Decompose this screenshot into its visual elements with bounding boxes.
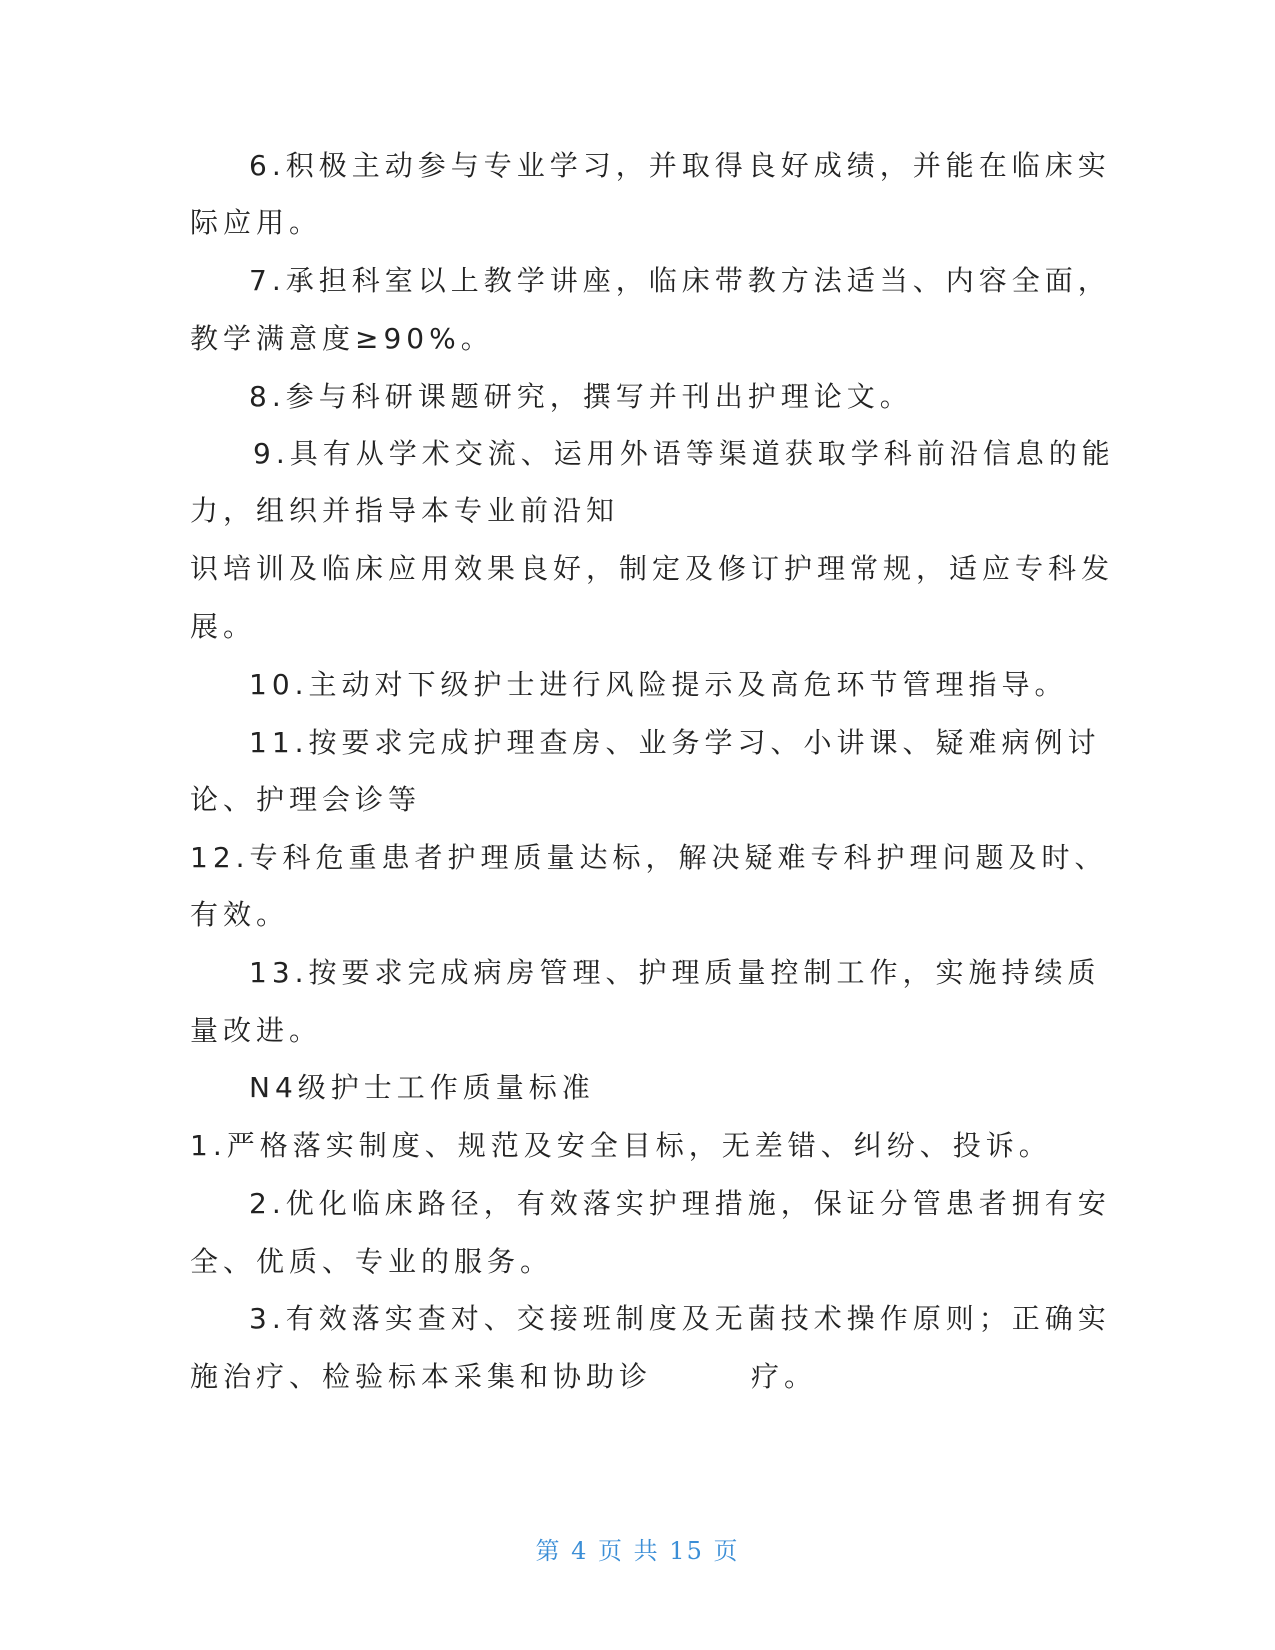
n4-item-1-line-1: 1.严格落实制度、规范及安全目标，无差错、纠纷、投诉。 <box>190 1129 1052 1162</box>
paragraph-6-line-2: 际应用。 <box>190 206 323 239</box>
paragraph-13-line-2: 量改进。 <box>190 1014 323 1047</box>
paragraph-11-line-2: 论、护理会诊等 <box>190 783 422 816</box>
paragraph-9-line-3: 识培训及临床应用效果良好，制定及修订护理常规，适应专科发 <box>190 552 1115 585</box>
paragraph-7-line-2: 教学满意度≥90%。 <box>190 322 494 355</box>
n4-item-3-line-2: 施治疗、检验标本采集和协助诊 疗。 <box>190 1360 818 1393</box>
section-heading-n4: N4级护士工作质量标准 <box>249 1071 595 1104</box>
page-number-footer: 第 4 页 共 15 页 <box>535 1537 740 1565</box>
paragraph-8-line-1: 8.参与科研课题研究，撰写并刊出护理论文。 <box>249 380 913 413</box>
paragraph-7-line-1: 7.承担科室以上教学讲座，临床带教方法适当、内容全面， <box>249 264 1111 297</box>
n4-item-2-line-1: 2.优化临床路径，有效落实护理措施，保证分管患者拥有安 <box>249 1187 1111 1220</box>
n4-item-2-line-2: 全、优质、专业的服务。 <box>190 1245 554 1278</box>
paragraph-12-line-2: 有效。 <box>190 898 290 931</box>
paragraph-9-line-1: 9.具有从学术交流、运用外语等渠道获取学科前沿信息的能 <box>253 437 1115 470</box>
paragraph-11-line-1: 11.按要求完成护理查房、业务学习、小讲课、疑难病例讨 <box>249 726 1101 759</box>
paragraph-12-line-1: 12.专科危重患者护理质量达标，解决疑难专科护理问题及时、 <box>190 841 1108 874</box>
n4-item-3-line-1: 3.有效落实查对、交接班制度及无菌技术操作原则；正确实 <box>249 1302 1111 1335</box>
paragraph-9-line-4: 展。 <box>190 610 257 643</box>
paragraph-6-line-1: 6.积极主动参与专业学习，并取得良好成绩，并能在临床实 <box>249 149 1111 182</box>
paragraph-9-line-2: 力，组织并指导本专业前沿知 <box>190 494 620 527</box>
paragraph-10-line-1: 10.主动对下级护士进行风险提示及高危环节管理指导。 <box>249 668 1068 701</box>
paragraph-13-line-1: 13.按要求完成病房管理、护理质量控制工作，实施持续质 <box>249 956 1101 989</box>
